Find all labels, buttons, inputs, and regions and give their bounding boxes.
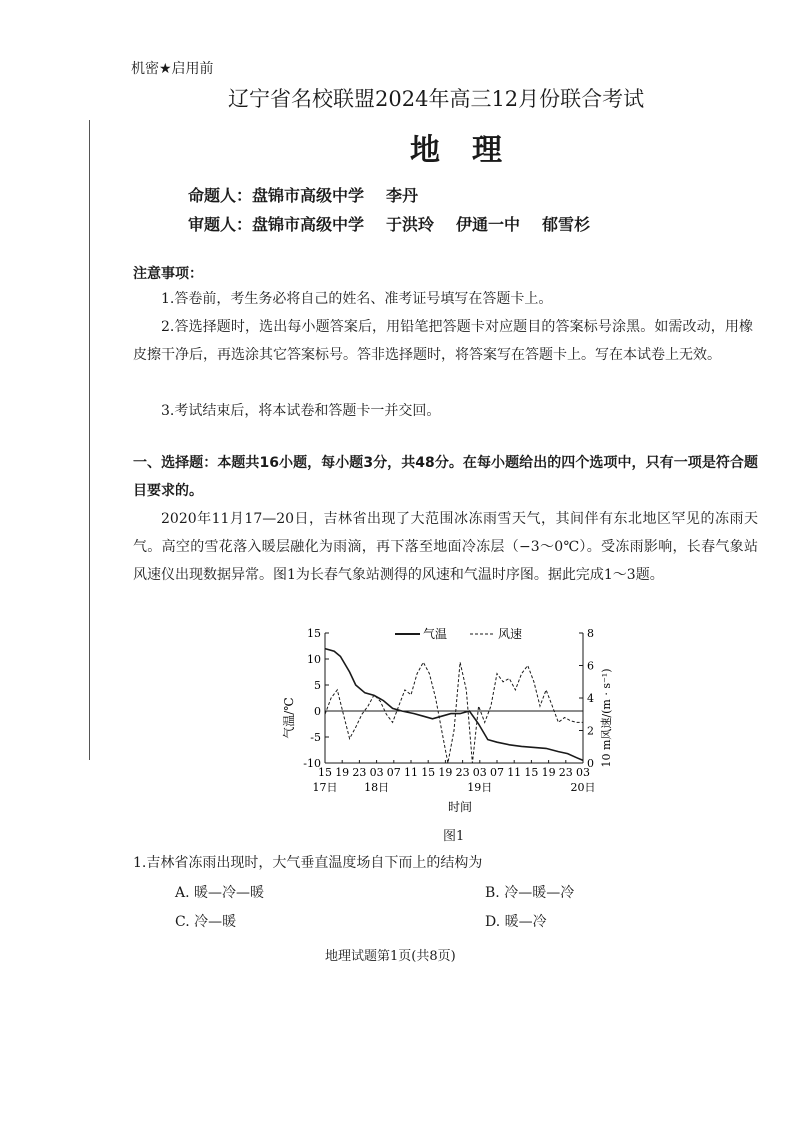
date-label: 20日	[570, 781, 596, 794]
x-tick-label: 11	[404, 766, 418, 779]
x-tick-label: 15	[524, 766, 539, 779]
x-tick-label: 03	[576, 766, 590, 779]
reviewer-name-1: 于洪玲	[386, 215, 435, 234]
y-right-tick-label: 4	[587, 692, 594, 705]
reviewer-line	[188, 212, 612, 235]
notice-title: 注意事项：	[133, 266, 203, 282]
y-left-tick-label: 5	[314, 679, 321, 692]
y-axis-right-label: 10 m风速/(m · s⁻¹)	[600, 668, 613, 768]
notice-item-3: 3.考试结束后，将本试卷和答题卡一并交回。	[161, 403, 441, 419]
y-left-tick-label: 0	[314, 705, 321, 718]
temperature-wind-chart	[280, 618, 620, 818]
x-tick-label: 03	[472, 766, 487, 779]
reviewer-name-2: 郁雪杉	[542, 215, 591, 234]
reviewer-school-2: 伊通一中	[456, 215, 521, 234]
notice-item-2: 2.答选择题时，选出每小题答案后，用铅笔把答题卡对应题目的答案标号涂黑。如需改动，用橡皮擦干净后，再选涂其它答案标号。答非选择题时，将答案写在答题卡上。写在本试卷上无效。	[133, 319, 753, 363]
material-text: 2020年11月17—20日，吉林省出现了大范围冰冻雨雪天气，其间伴有东北地区罕见的冻雨天气。高空的雪花落入暖层融化为雨滴，再下落至地面冷冻层（−3～0℃）。受冻雨影响，长春气象站风速仪出现数据异常。图1为长春气象站测得的风速和气温时序图。据此完成1～3题。	[133, 511, 758, 583]
x-tick-label: 07	[490, 766, 504, 779]
x-tick-label: 15	[318, 766, 332, 779]
setter-line	[188, 183, 440, 206]
y-axis-left-label: 气温/℃	[282, 697, 296, 739]
x-tick-label: 19	[541, 766, 556, 779]
page-footer: 地理试题第1页(共8页)	[325, 949, 456, 964]
exam-title: 辽宁省名校联盟2024年高三12月份联合考试	[228, 87, 645, 111]
question-1-option-a: A. 暖—冷—暖	[175, 885, 265, 901]
setter-label: 命题人：盘锦市高级中学	[188, 186, 365, 205]
x-tick-label: 23	[455, 766, 470, 779]
y-left-tick-label: -10	[303, 757, 321, 770]
figure-caption: 图1	[443, 829, 465, 844]
setter-name: 李丹	[386, 186, 419, 205]
x-tick-label: 23	[558, 766, 573, 779]
y-right-tick-label: 8	[587, 627, 594, 640]
section-1-heading: 一、选择题：本题共16小题，每小题3分，共48分。在每小题给出的四个选项中，只有一项是符合题目要求的。	[133, 455, 758, 499]
y-right-tick-label: 2	[587, 724, 594, 738]
reviewer-label: 审题人：盘锦市高级中学	[188, 215, 365, 234]
y-right-tick-label: 6	[587, 659, 594, 673]
x-tick-label: 23	[352, 766, 367, 779]
x-axis-label: 时间	[447, 800, 473, 814]
temperature-series-line	[325, 649, 583, 761]
question-1-stem: 1.吉林省冻雨出现时，大气垂直温度场自下而上的结构为	[133, 855, 483, 871]
notice-item-1: 1.答卷前，考生务必将自己的姓名、准考证号填写在答题卡上。	[161, 291, 553, 307]
x-tick-label: 03	[369, 766, 384, 779]
question-1-option-c: C. 冷—暖	[175, 914, 237, 930]
legend-temp-label: 气温	[423, 627, 448, 641]
x-tick-label: 11	[507, 766, 522, 779]
date-label: 19日	[467, 781, 493, 794]
legend-wind-label: 风速	[498, 627, 523, 641]
y-left-tick-label: 15	[307, 627, 321, 640]
question-1-option-b: B. 冷—暖—冷	[485, 885, 575, 901]
y-right-tick-label: 0	[587, 757, 594, 770]
y-left-tick-label: -5	[310, 731, 321, 744]
question-1-option-d: D. 暖—冷	[485, 914, 547, 930]
x-tick-label: 07	[386, 766, 401, 779]
x-tick-label: 15	[421, 766, 436, 779]
scan-edge-line	[89, 120, 90, 760]
x-tick-label: 19	[335, 766, 350, 779]
y-left-tick-label: 10	[307, 653, 321, 666]
date-label: 17日	[312, 781, 338, 794]
confidential-mark: 机密★启用前	[131, 61, 214, 77]
x-tick-label: 19	[438, 766, 453, 779]
date-label: 18日	[364, 781, 390, 794]
subject-title: 地理	[410, 133, 534, 168]
